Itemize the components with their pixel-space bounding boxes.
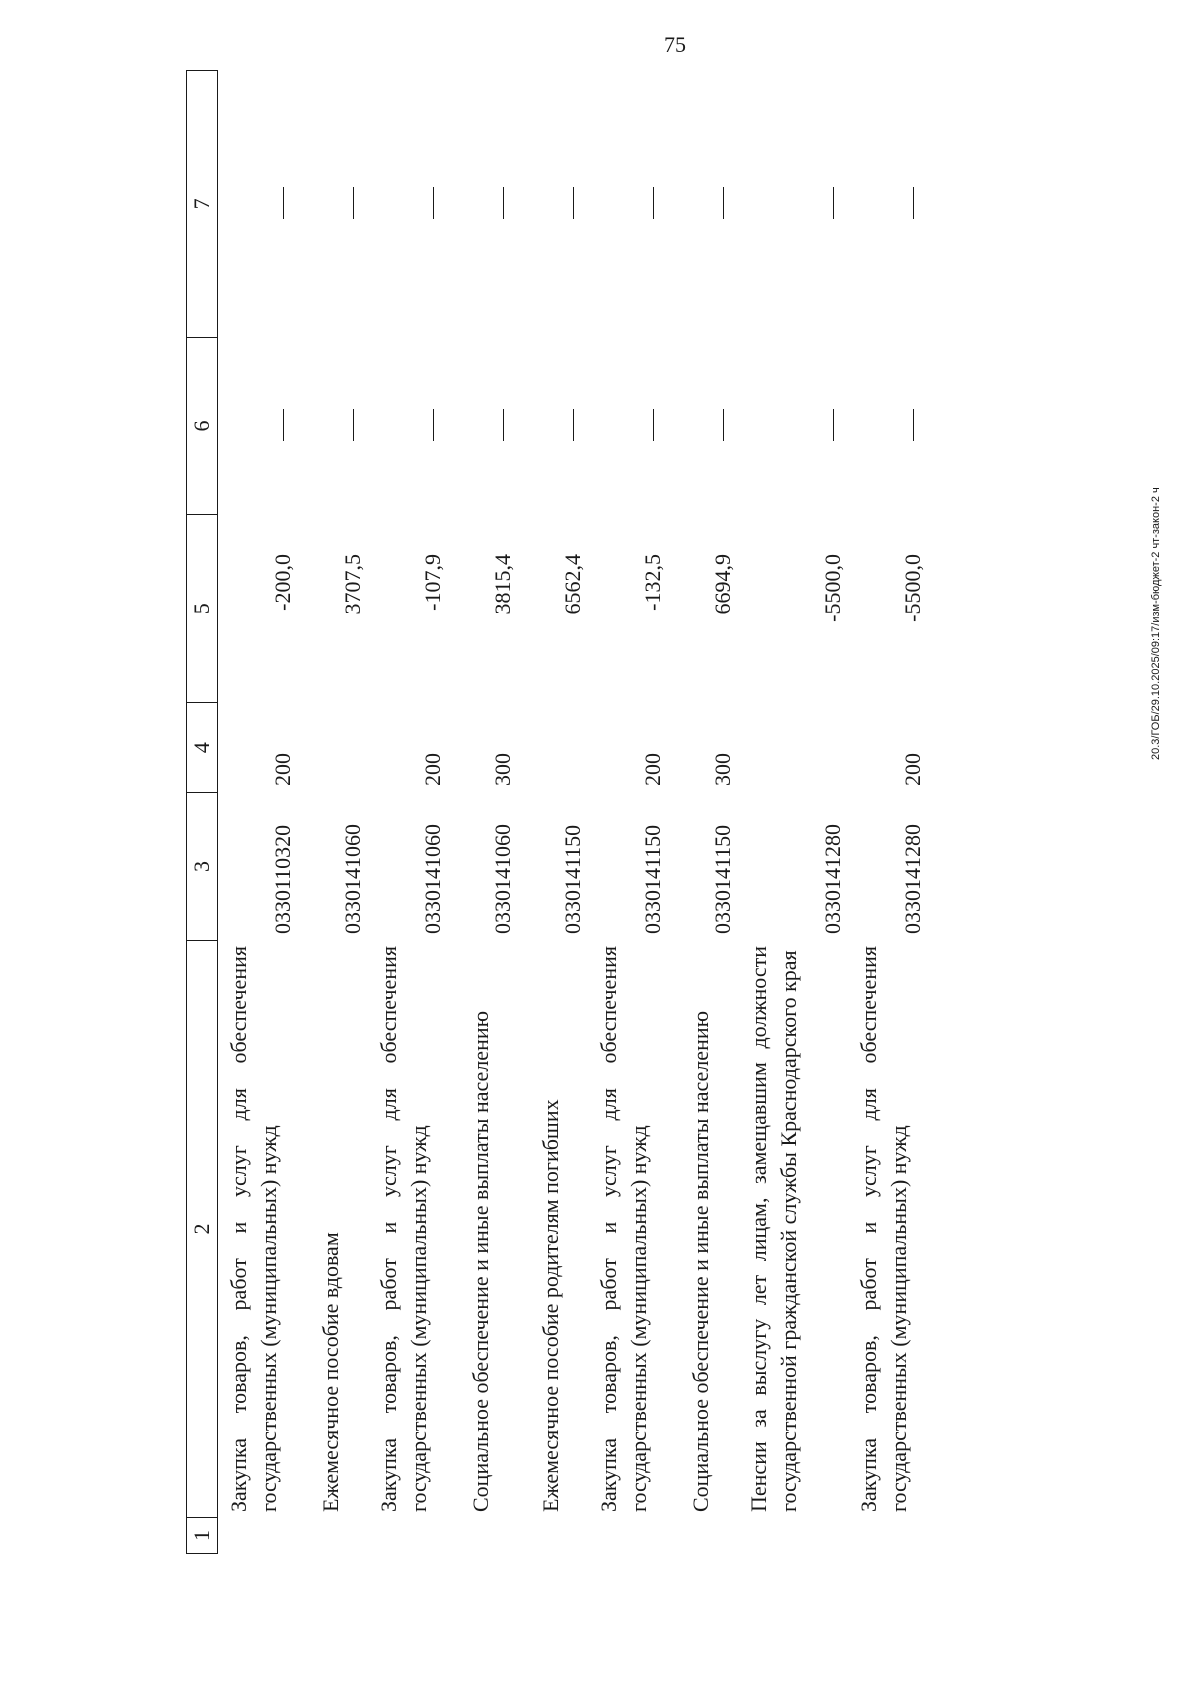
header-col-6: 6: [187, 337, 217, 515]
row-code: 0330141060: [340, 824, 365, 934]
row-col-6: [536, 336, 588, 514]
row-description: Закупка товаров, работ и услуг для обеспечения государственных (муниципальных) нужд: [596, 946, 651, 1512]
row-col-1: [686, 1518, 738, 1554]
row-col-1: [466, 1518, 518, 1554]
dash-mark: [653, 187, 655, 219]
row-col-6: [224, 336, 298, 514]
table-row: [668, 70, 738, 1554]
row-col-1: [594, 1518, 668, 1554]
row-col-1: [854, 1518, 928, 1554]
row-description: Закупка товаров, работ и услуг для обеспечения государственных (муниципальных) нужд: [226, 946, 281, 1512]
dash-mark: [653, 409, 655, 441]
row-col-6: [316, 336, 368, 514]
row-amount: -107,9: [420, 554, 445, 611]
row-col-6: [686, 336, 738, 514]
row-col-6: [374, 336, 448, 514]
row-description: Ежемесячное пособие родителям погибших: [538, 1099, 563, 1512]
row-type: [536, 702, 588, 792]
row-col-7: [466, 70, 518, 336]
row-col-7: [316, 70, 368, 336]
row-col-7: [686, 70, 738, 336]
table-row: [368, 70, 448, 1554]
row-description: Пенсии за выслугу лет лицам, замещавшим должности государственной гражданской службы Краснодарского края: [746, 946, 801, 1512]
dash-mark: [433, 409, 435, 441]
row-col-1: [374, 1518, 448, 1554]
row-type: 300: [490, 753, 515, 786]
row-type: 300: [710, 753, 735, 786]
table-row: [518, 70, 588, 1554]
row-amount: 3707,5: [340, 554, 365, 615]
header-col-3: 3: [187, 792, 217, 940]
row-col-1: [536, 1518, 588, 1554]
header-col-4: 4: [187, 702, 217, 792]
row-col-1: [316, 1518, 368, 1554]
row-description: Закупка товаров, работ и услуг для обеспечения государственных (муниципальных) нужд: [376, 946, 431, 1512]
row-type: [316, 702, 368, 792]
row-col-6: [466, 336, 518, 514]
row-col-7: [744, 70, 848, 336]
table-row: [448, 70, 518, 1554]
dash-mark: [913, 187, 915, 219]
dash-mark: [353, 187, 355, 219]
dash-mark: [833, 409, 835, 441]
dash-mark: [573, 409, 575, 441]
dash-mark: [573, 187, 575, 219]
row-col-1: [224, 1518, 298, 1554]
row-col-7: [224, 70, 298, 336]
dash-mark: [833, 187, 835, 219]
row-code: 0330141150: [560, 824, 585, 934]
row-amount: -5500,0: [900, 554, 925, 622]
header-col-5: 5: [187, 514, 217, 702]
row-amount: 6694,9: [710, 554, 735, 615]
row-type: 200: [420, 753, 445, 786]
row-col-1: [744, 1518, 848, 1554]
dash-mark: [913, 409, 915, 441]
row-col-6: [854, 336, 928, 514]
row-code: 0330141280: [900, 824, 925, 934]
row-col-7: [374, 70, 448, 336]
row-amount: -200,0: [270, 554, 295, 611]
header-col-2: 2: [187, 940, 217, 1517]
row-col-6: [594, 336, 668, 514]
row-type: 200: [640, 753, 665, 786]
row-col-7: [536, 70, 588, 336]
dash-mark: [503, 409, 505, 441]
row-amount: -132,5: [640, 554, 665, 611]
table-row: [298, 70, 368, 1554]
row-code: 0330110320: [270, 824, 295, 934]
row-description: Ежемесячное пособие вдовам: [318, 1232, 343, 1512]
row-col-7: [594, 70, 668, 336]
row-col-6: [744, 336, 848, 514]
row-description: Социальное обеспечение и иные выплаты населению: [688, 1010, 713, 1512]
row-code: 0330141150: [640, 824, 665, 934]
row-code: 0330141150: [710, 824, 735, 934]
header-col-7: 7: [189, 198, 214, 210]
budget-table: [186, 70, 1056, 1554]
row-description: Социальное обеспечение и иные выплаты населению: [468, 1010, 493, 1512]
table-row: [588, 70, 668, 1554]
table-row: [218, 70, 298, 1554]
row-description: Закупка товаров, работ и услуг для обеспечения государственных (муниципальных) нужд: [856, 946, 911, 1512]
document-footer-code: 20.3/ГОБ/29.10.2025/09:17/изм-бюджет-2 чт-закон-2 ч: [1150, 487, 1162, 760]
row-type: 200: [270, 753, 295, 786]
row-code: 0330141060: [490, 824, 515, 934]
row-type: [744, 702, 848, 792]
dash-mark: [283, 409, 285, 441]
table-header-row: [186, 70, 218, 1554]
dash-mark: [353, 409, 355, 441]
dash-mark: [433, 187, 435, 219]
page-number: 75: [664, 32, 686, 57]
row-amount: 6562,4: [560, 554, 585, 615]
row-type: 200: [900, 753, 925, 786]
row-col-7: [854, 70, 928, 336]
dash-mark: [723, 409, 725, 441]
table-row: [738, 70, 848, 1554]
row-code: 0330141060: [420, 824, 445, 934]
dash-mark: [723, 187, 725, 219]
row-code: 0330141280: [820, 824, 845, 934]
row-amount: -5500,0: [820, 554, 845, 622]
dash-mark: [503, 187, 505, 219]
table-row: [848, 70, 928, 1554]
row-amount: 3815,4: [490, 554, 515, 615]
header-col-1: 1: [187, 1517, 217, 1553]
dash-mark: [283, 187, 285, 219]
